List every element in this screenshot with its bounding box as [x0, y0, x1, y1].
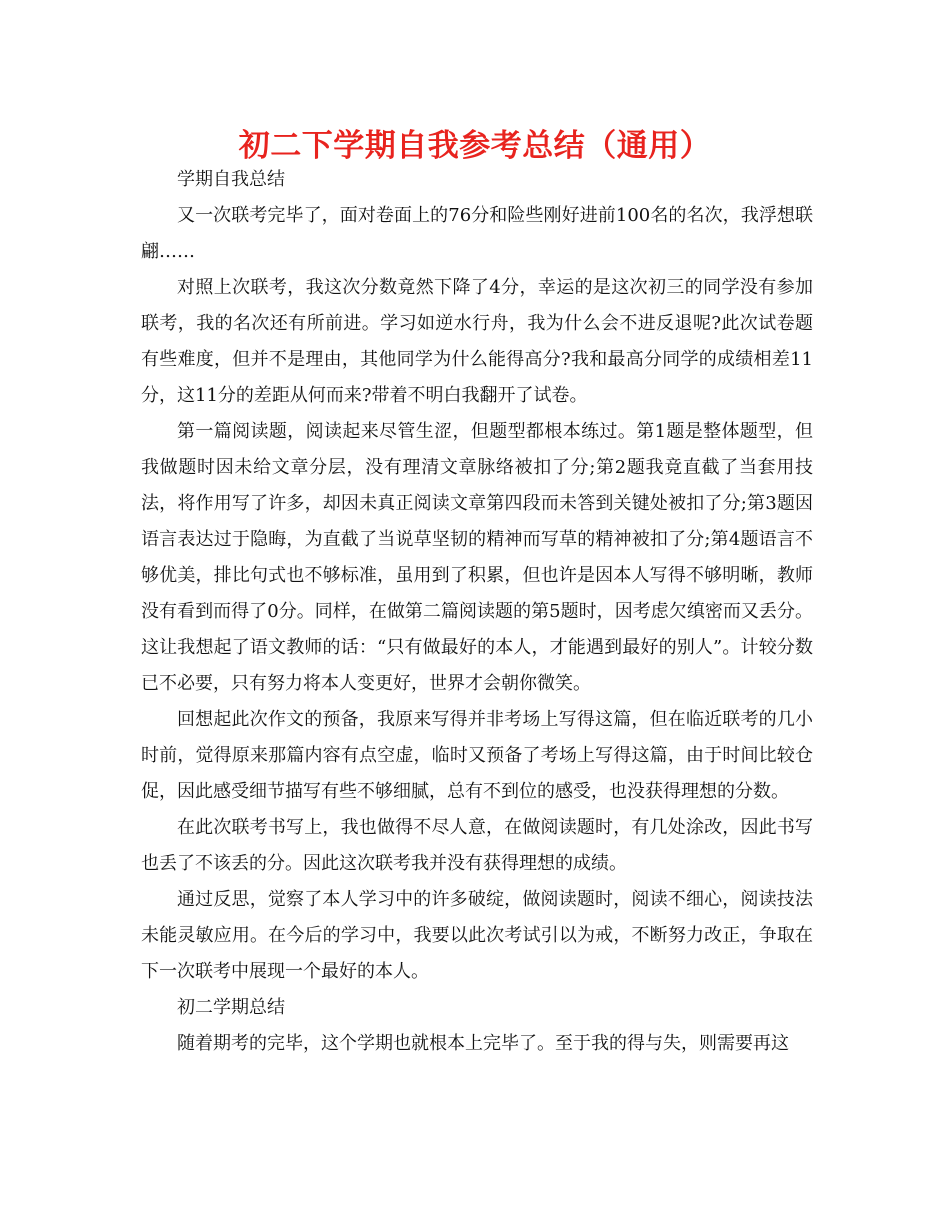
- paragraph: 又一次联考完毕了，面对卷面上的76分和险些刚好进前100名的名次，我浮想联翩……: [141, 205, 813, 262]
- section-heading: 学期自我总结: [177, 169, 285, 190]
- section-heading: 初二学期总结: [177, 997, 285, 1018]
- paragraph: 随着期考的完毕，这个学期也就根本上完毕了。至于我的得与失，则需要再这: [177, 1033, 789, 1054]
- paragraph: 第一篇阅读题，阅读起来尽管生涩，但题型都根本练过。第1题是整体题型，但我做题时因未给文章分层，没有理清文章脉络被扣了分;第2题我竟直截了当套用技法，将作用写了许多，却因未真正阅读文章第四段而未答到关键处被扣了分;第3题因语言表达过于隐晦，为直截了当说草坚韧的精神而写草的精神被扣了分;第4题语言不够优美，排比句式也不够标准，虽用到了积累，但也许是因本人写得不够明晰，教师没有看到而得了0分。同样，在做第二篇阅读题的第5题时，因考虑欠缜密而又丢分。这让我想起了语文教师的话：“只有做最好的本人，才能遇到最好的别人”。计较分数已不必要，只有努力将本人变更好，世界才会朝你微笑。: [141, 421, 813, 694]
- paragraph: 通过反思，觉察了本人学习中的许多破绽，做阅读题时，阅读不细心，阅读技法未能灵敏应用。在今后的学习中，我要以此次考试引以为戒，不断努力改正，争取在下一次联考中展现一个最好的本人。: [141, 889, 813, 982]
- document-title: 初二下学期自我参考总结（通用）: [238, 128, 712, 164]
- paragraph: 对照上次联考，我这次分数竟然下降了4分，幸运的是这次初三的同学没有参加联考，我的名次还有所前进。学习如逆水行舟，我为什么会不进反退呢?此次试卷题有些难度，但并不是理由，其他同学为什么能得高分?我和最高分同学的成绩相差11分，这11分的差距从何而来?带着不明白我翻开了试卷。: [141, 277, 813, 406]
- document-body: [141, 162, 813, 1062]
- paragraph: 在此次联考书写上，我也做得不尽人意，在做阅读题时，有几处涂改，因此书写也丢了不该丢的分。因此这次联考我并没有获得理想的成绩。: [141, 817, 813, 874]
- paragraph: 回想起此次作文的预备，我原来写得并非考场上写得这篇，但在临近联考的几小时前，觉得原来那篇内容有点空虚，临时又预备了考场上写得这篇，由于时间比较仓促，因此感受细节描写有些不够细腻，总有不到位的感受，也没获得理想的分数。: [141, 709, 813, 802]
